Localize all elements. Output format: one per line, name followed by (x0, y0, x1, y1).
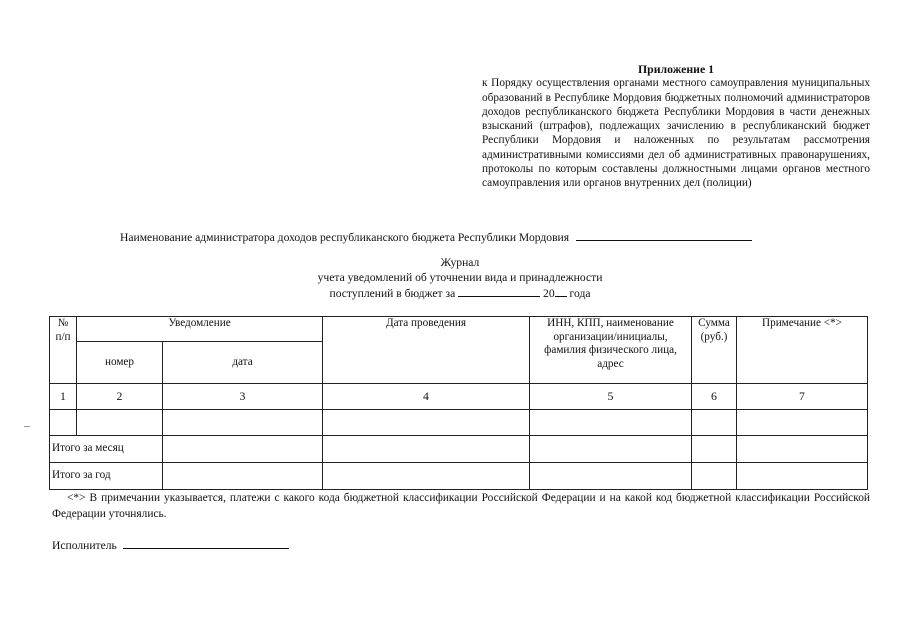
total-month-row (50, 436, 868, 463)
journal-heading (160, 256, 760, 302)
table-cell[interactable] (530, 436, 692, 463)
table-cell[interactable] (692, 410, 737, 436)
col-number: 7 (737, 384, 868, 410)
col-number: 3 (163, 384, 323, 410)
col-number: 2 (77, 384, 163, 410)
total-year-row (50, 463, 868, 490)
header-sum: Сумма (руб.) (692, 317, 737, 384)
table-cell[interactable] (163, 436, 323, 463)
table-column-numbers-row (50, 384, 868, 410)
table-header-row (50, 317, 868, 342)
journal-title: Журнал (440, 256, 480, 269)
table-cell[interactable] (737, 463, 868, 490)
margin-mark (24, 426, 30, 427)
header-note: Примечание <*> (737, 317, 868, 384)
header-inn: ИНН, КПП, наименование организации/инициалы, фамилия физического лица, адрес (530, 317, 692, 384)
executor-label: Исполнитель (52, 539, 117, 552)
executor-line (52, 537, 289, 552)
col-number: 6 (692, 384, 737, 410)
table-cell[interactable] (530, 410, 692, 436)
appendix-block (482, 62, 870, 191)
col-number: 1 (50, 384, 77, 410)
admin-name-field[interactable] (576, 229, 752, 241)
admin-line (120, 229, 752, 244)
table-cell[interactable] (737, 436, 868, 463)
appendix-text: к Порядку осуществления органами местного самоуправления муниципальных образований в Республике Мордовия бюджетных полномочий администраторов доходов республиканского бюджета Республики Мордовия в части денежных взысканий (штрафов), подлежащих зачислению в республиканский бюджет Республики Мордовия и наложенных по результатам рассмотрения административными комиссиями дел об административных правонарушениях, протоколы по которым составлены должностными лицами органов местного самоуправления или органов внутренних дел (полиции) (482, 77, 870, 190)
table-row (50, 410, 868, 436)
header-num: № п/п (50, 317, 77, 384)
journal-period (160, 285, 760, 302)
header-notice: Уведомление (77, 317, 323, 342)
period-year-field[interactable] (555, 285, 567, 297)
table-cell[interactable] (692, 436, 737, 463)
table-cell[interactable] (163, 410, 323, 436)
period-month-field[interactable] (458, 285, 540, 297)
appendix-title: Приложение 1 (637, 62, 715, 76)
period-prefix: поступлений в бюджет за (329, 287, 456, 300)
table-cell[interactable] (692, 463, 737, 490)
header-date-held: Дата проведения (323, 317, 530, 384)
table-cell[interactable] (77, 410, 163, 436)
table-cell[interactable] (737, 410, 868, 436)
table-cell[interactable] (530, 463, 692, 490)
executor-signature-field[interactable] (123, 537, 289, 549)
journal-table (49, 316, 868, 490)
header-notice-number: номер (77, 342, 163, 384)
table-cell[interactable] (323, 436, 530, 463)
table-cell[interactable] (323, 463, 530, 490)
admin-label: Наименование администратора доходов республиканского бюджета Республики Мордовия (120, 231, 570, 244)
table-cell[interactable] (163, 463, 323, 490)
col-number: 4 (323, 384, 530, 410)
footnote: <*> В примечании указывается, платежи с какого кода бюджетной классификации Российской Федерации и на какой код бюджетной классификации Российской Федерации уточнялись. (52, 492, 870, 520)
total-year-label: Итого за год (50, 463, 163, 490)
total-month-label: Итого за месяц (50, 436, 163, 463)
header-notice-date: дата (163, 342, 323, 384)
journal-subtitle: учета уведомлений об уточнении вида и принадлежности (317, 270, 603, 284)
col-number: 5 (530, 384, 692, 410)
period-suffix: года (569, 287, 591, 300)
table-cell[interactable] (323, 410, 530, 436)
table-cell[interactable] (50, 410, 77, 436)
period-century: 20 (543, 287, 555, 300)
